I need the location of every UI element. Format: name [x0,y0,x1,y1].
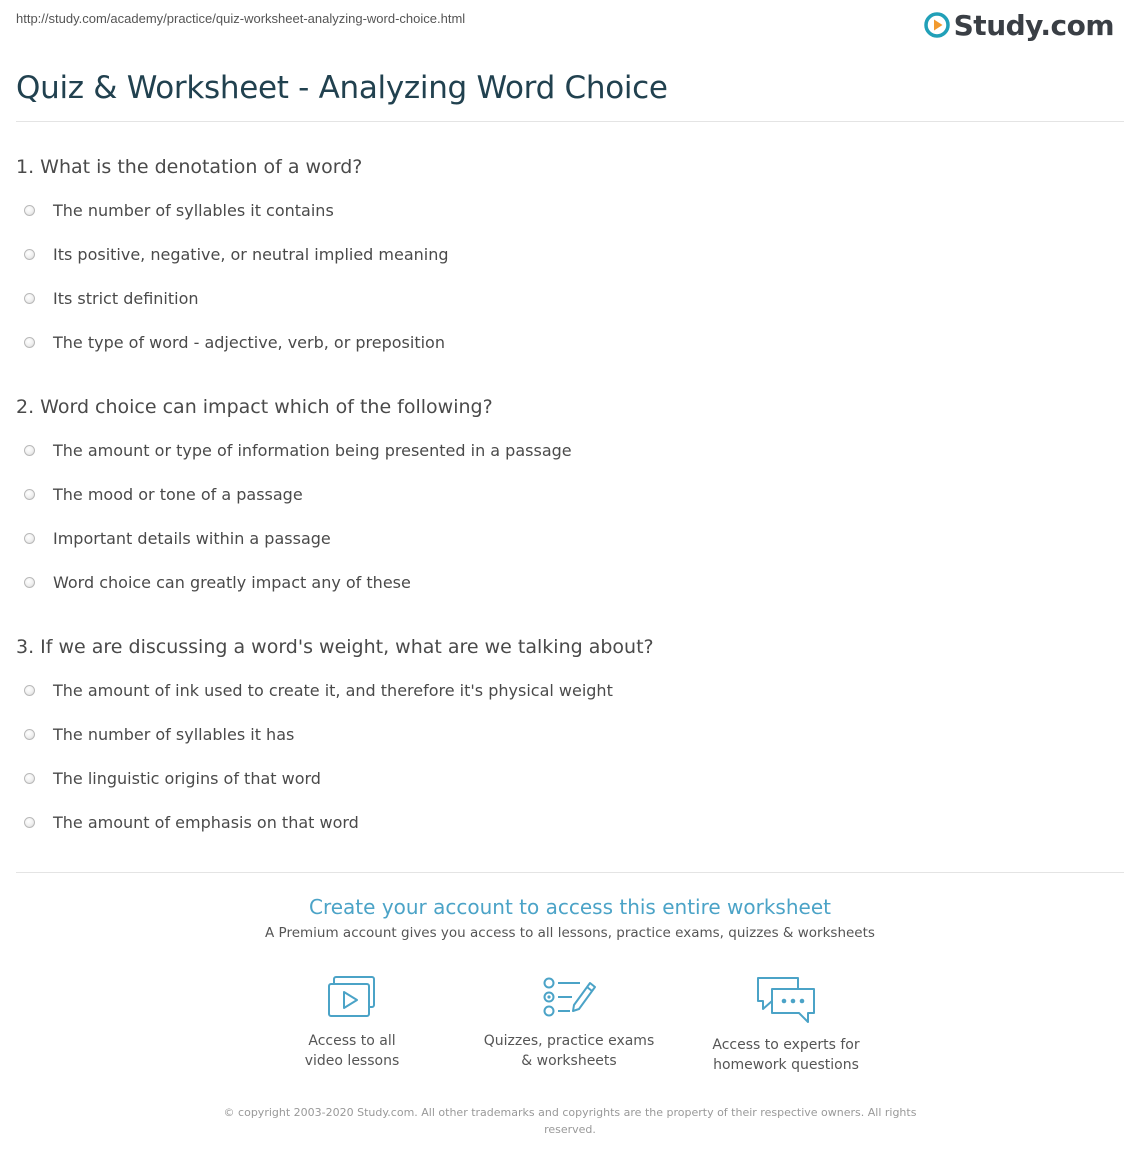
feature-label: Access to experts for homework questions [712,1037,860,1073]
answer-option[interactable] [16,331,445,353]
answer-option[interactable] [16,723,294,745]
question-text: 1. What is the denotation of a word? [16,156,363,178]
page-url: http://study.com/academy/practice/quiz-worksheet-analyzing-word-choice.html [16,11,466,26]
chat-bubbles-icon [754,975,818,1025]
answer-text: The mood or tone of a passage [53,484,303,504]
radio-button[interactable] [24,729,35,740]
radio-button[interactable] [24,489,35,500]
radio-button[interactable] [24,577,35,588]
radio-button[interactable] [24,293,35,304]
answer-option[interactable] [16,199,334,221]
page-title: Quiz & Worksheet - Analyzing Word Choice [16,70,668,106]
answer-text: The number of syllables it has [53,724,295,744]
answer-text: The number of syllables it contains [53,200,334,220]
divider-top [16,121,1124,122]
radio-button[interactable] [24,249,35,260]
video-lessons-icon [325,975,379,1021]
radio-button[interactable] [24,205,35,216]
radio-button[interactable] [24,685,35,696]
question-3 [16,634,1116,832]
divider-bottom [16,872,1124,873]
feature-video-lessons [252,975,452,1071]
answer-option[interactable] [16,243,449,265]
cta-subtitle: A Premium account gives you access to all lessons, practice exams, quizzes & worksheets [265,925,875,941]
answer-option[interactable] [16,483,303,505]
quiz-checklist-icon [540,975,598,1021]
answer-text: The amount of emphasis on that word [53,812,359,832]
radio-button[interactable] [24,533,35,544]
answer-option[interactable] [16,571,411,593]
answer-text: Its positive, negative, or neutral implied meaning [53,244,449,264]
feature-experts [686,975,886,1075]
answer-text: The amount or type of information being presented in a passage [53,440,572,460]
answer-text: The type of word - adjective, verb, or preposition [53,332,445,352]
question-text: 2. Word choice can impact which of the following? [16,396,493,418]
answer-text: The amount of ink used to create it, and therefore it's physical weight [53,680,613,700]
radio-button[interactable] [24,337,35,348]
answer-text: Important details within a passage [53,528,331,548]
answer-option[interactable] [16,811,359,833]
answer-option[interactable] [16,439,572,461]
question-text: 3. If we are discussing a word's weight, what are we talking about? [16,636,654,658]
answer-text: Its strict definition [53,288,199,308]
answer-option[interactable] [16,767,321,789]
copyright: © copyright 2003-2020 Study.com. All other trademarks and copyrights are the property of their respective owners. All rights reserved. [223,1106,917,1136]
answer-text: Word choice can greatly impact any of these [53,572,411,592]
question-1 [16,154,1116,352]
cta-title[interactable]: Create your account to access this entire worksheet [309,895,831,919]
answer-option[interactable] [16,679,613,701]
answer-text: The linguistic origins of that word [53,768,321,788]
answer-option[interactable] [16,527,331,549]
radio-button[interactable] [24,773,35,784]
feature-quizzes [469,975,669,1071]
radio-button[interactable] [24,445,35,456]
radio-button[interactable] [24,817,35,828]
play-circle-icon [924,12,950,38]
answer-option[interactable] [16,287,199,309]
logo-text: Study.com [953,8,1114,42]
feature-label: Access to all video lessons [304,1033,400,1069]
study-logo[interactable] [924,6,1114,44]
feature-label: Quizzes, practice exams & worksheets [483,1033,655,1069]
question-2 [16,394,1116,592]
